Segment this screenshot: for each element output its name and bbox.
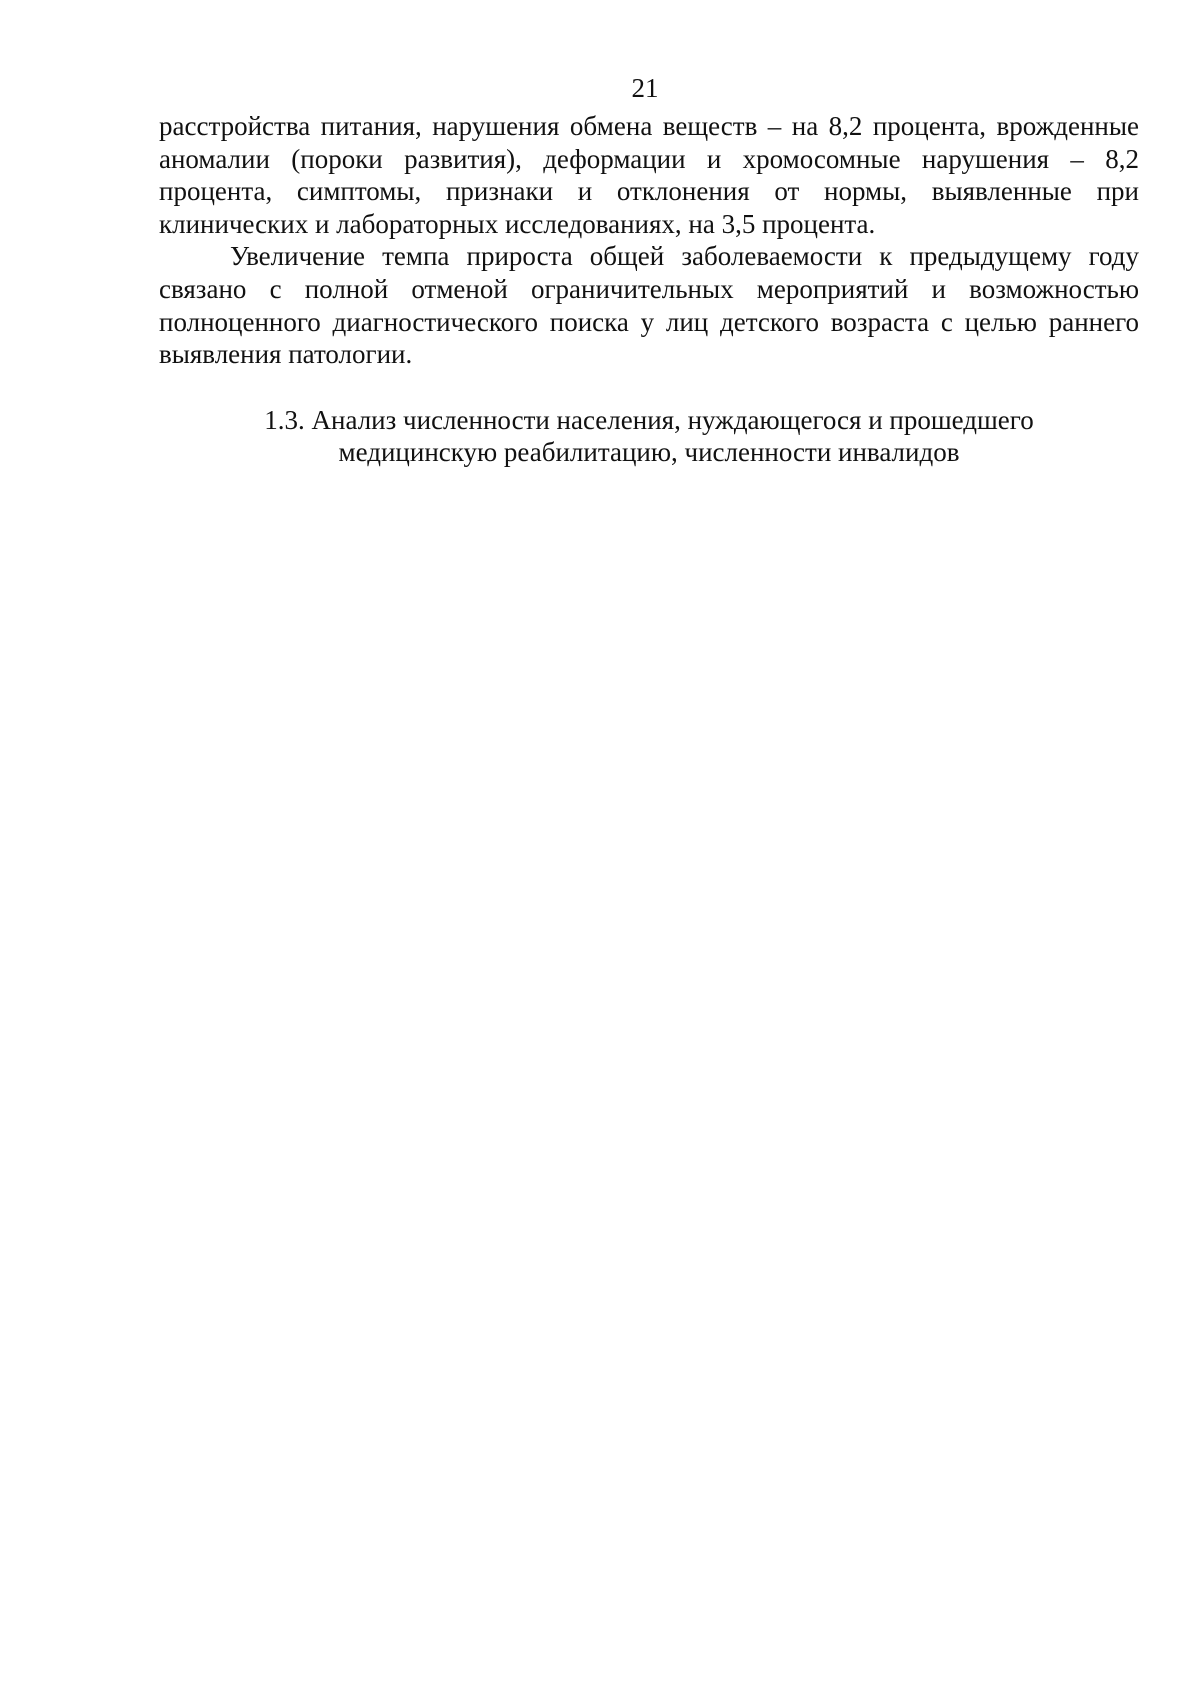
page-content (159, 110, 1139, 469)
body-paragraph-continuation: расстройства питания, нарушения обмена веществ – на 8,2 процента, врожденные аномалии (пороки развития), деформации и хромосомные нарушения – 8,2 процента, симптомы, признаки и отклонения от нормы, выявленные при клинических и лабораторных исследованиях, на 3,5 процента. (159, 111, 1139, 239)
body-paragraph-incidence-growth: Увеличение темпа прироста общей заболеваемости к предыдущему году связано с полной отменой ограничительных мероприятий и возможностью полноценного диагностического поиска у лиц детского возраста с целью раннего выявления патологии. (159, 241, 1139, 370)
section-heading (159, 404, 1139, 469)
section-heading-line-2: медицинскую реабилитацию, численности инвалидов (338, 437, 960, 468)
page-number: 21 (631, 73, 659, 103)
section-heading-line-1: 1.3. Анализ численности населения, нуждающегося и прошедшего (264, 404, 1034, 435)
